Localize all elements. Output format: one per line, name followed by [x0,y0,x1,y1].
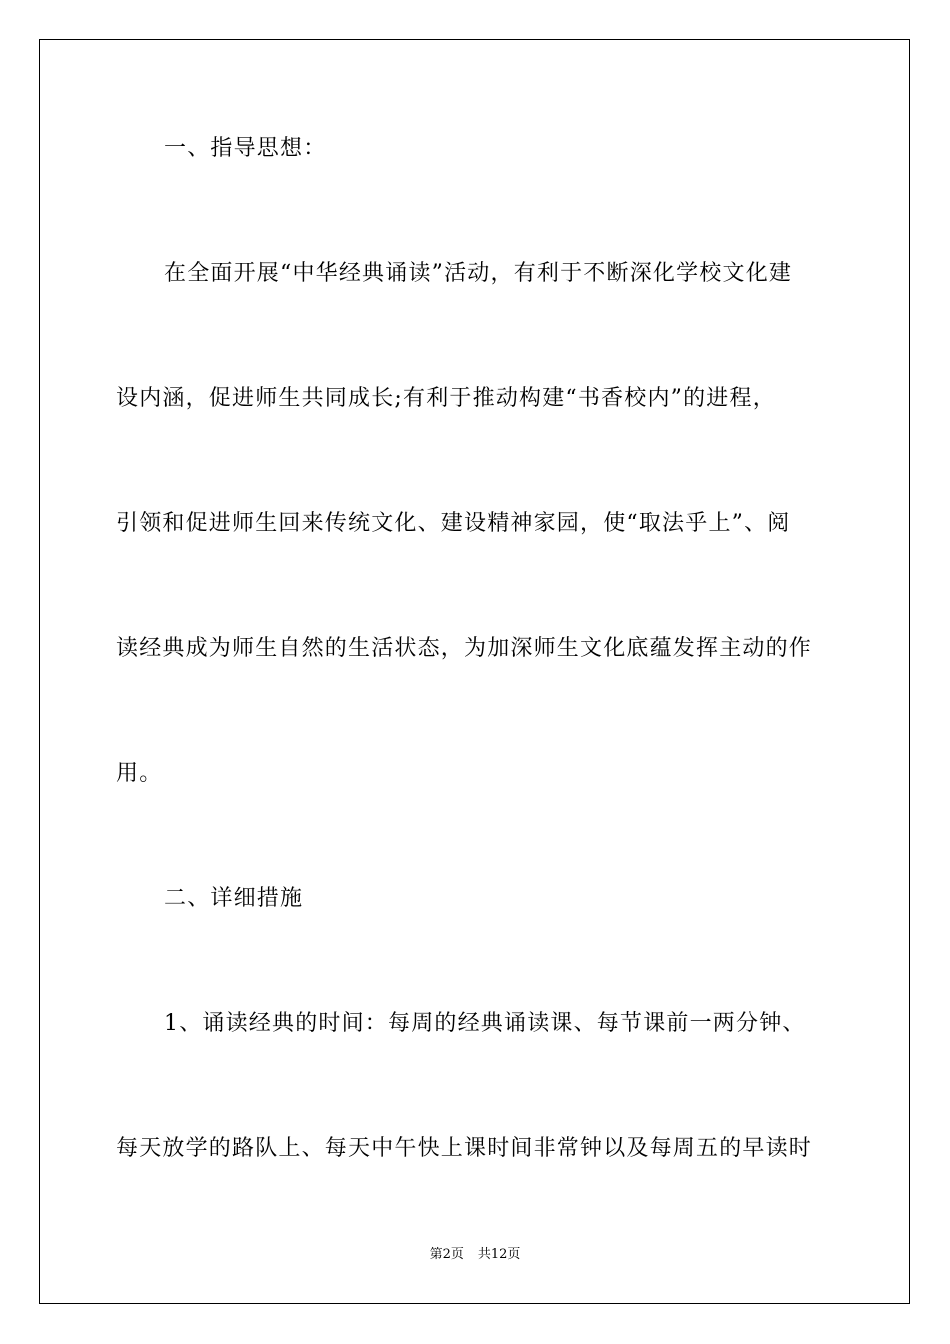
paragraph-line-5: 用。 [116,761,163,786]
heading-detailed-measures: 二、详细措施 [164,886,304,911]
paragraph-line-4: 读经典成为师生自然的生活状态，为加深师生文化底蕴发挥主动的作 [116,636,813,661]
measure-line-1: 1、诵读经典的时间：每周的经典诵读课、每节课前一两分钟、 [164,1011,806,1036]
page-footer [0,1246,950,1264]
heading-guiding-thought: 一、指导思想： [164,136,327,161]
paragraph-line-3: 引领和促进师生回来传统文化、建设精神家园，使“取法乎上”、阅 [116,511,791,536]
paragraph-line-2: 设内涵，促进师生共同成长;有利于推动构建“书香校内”的进程， [116,386,776,411]
page-total: 共12页 [477,1247,521,1262]
measure-line-2: 每天放学的路队上、每天中午快上课时间非常钟以及每周五的早读时 [116,1136,813,1161]
paragraph-line-1: 在全面开展“中华经典诵读”活动，有利于不断深化学校文化建 [164,261,793,286]
page-border [39,39,910,1304]
page-number: 第2页 [429,1247,464,1262]
